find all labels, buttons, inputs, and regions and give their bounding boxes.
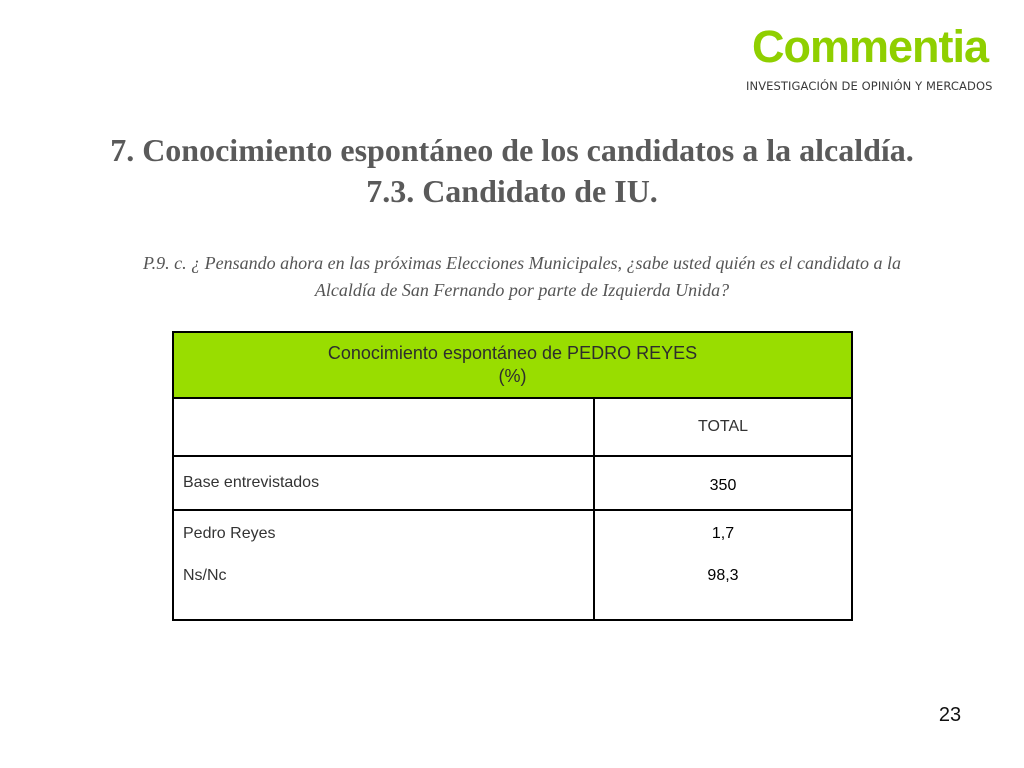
row-value: 98,3 [707, 567, 739, 584]
survey-question-line-1: P.9. c. ¿ Pensando ahora en las próximas Elecciones Municipales, ¿sabe usted quién es el candidato a la [142, 253, 902, 273]
logo-tagline: INVESTIGACIÓN DE OPINIÓN Y MERCADOS [746, 79, 993, 93]
survey-question-line-2: Alcaldía de San Fernando por parte de Izquierda Unida? [314, 280, 730, 300]
table-header-row [173, 332, 852, 398]
results-values-cell [594, 510, 852, 620]
row-label: Pedro Reyes [183, 525, 276, 542]
column-header-row [173, 398, 852, 456]
column-header-total: TOTAL [594, 398, 852, 456]
table-header [173, 332, 852, 398]
logo-wordmark: Commentia [751, 21, 989, 72]
table-row [173, 510, 852, 620]
page-title: 7. Conocimiento espontáneo de los candidatos a la alcaldía. [110, 132, 914, 168]
base-value: 350 [594, 456, 852, 510]
base-label: Base entrevistados [173, 456, 594, 510]
row-label: Ns/Nc [183, 567, 227, 584]
page-number: 23 [938, 704, 962, 726]
survey-question [90, 250, 954, 304]
table-row [173, 456, 852, 510]
results-labels-cell [173, 510, 594, 620]
table-header-title: Conocimiento espontáneo de PEDRO REYES [327, 343, 698, 363]
results-table [172, 331, 853, 621]
row-value: 1,7 [711, 525, 735, 542]
table-header-unit: (%) [498, 366, 527, 386]
empty-header-cell [173, 398, 594, 456]
page-subtitle: 7.3. Candidato de IU. [366, 173, 658, 209]
